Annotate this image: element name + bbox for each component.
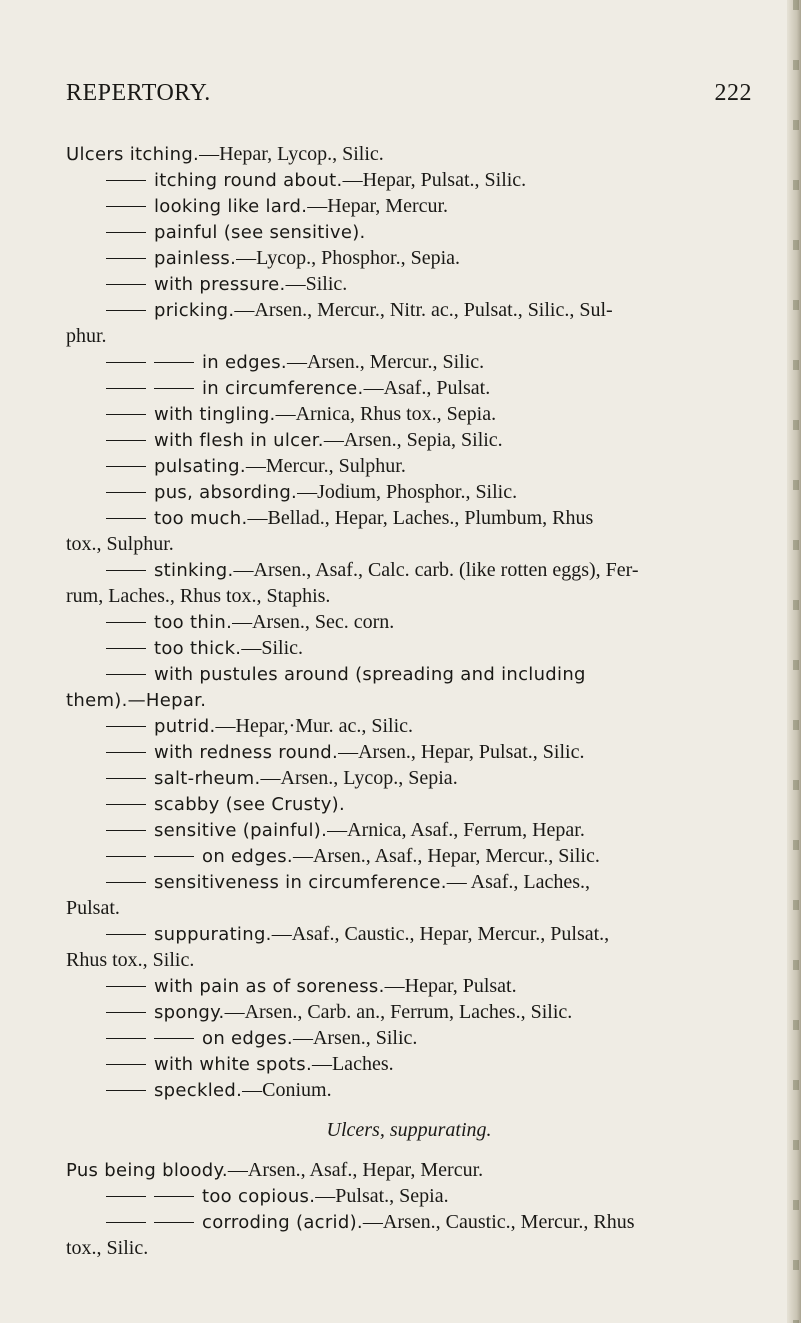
rule-dash [154, 856, 194, 857]
rule-dash [106, 492, 146, 493]
rule-dash [106, 1196, 146, 1197]
rule-dash [106, 440, 146, 441]
rule-dash [106, 934, 146, 935]
rule-dash [106, 726, 146, 727]
rule-dash [106, 778, 146, 779]
rule-dash [106, 1064, 146, 1065]
entry-line: too thick.—Silic. [66, 635, 752, 661]
entry-continuation: rum, Laches., Rhus tox., Staphis. [66, 585, 331, 607]
rule-dash [106, 830, 146, 831]
rule-dash [106, 674, 146, 675]
entry-line: with pustules around (spreading and including [66, 661, 752, 687]
rule-dash [106, 232, 146, 233]
rule-dash [106, 466, 146, 467]
entry-line: spongy.—Arsen., Carb. an., Ferrum, Laches., Silic. [66, 999, 752, 1025]
entry-line: too copious.—Pulsat., Sepia. [66, 1183, 752, 1209]
entry-line: corroding (acrid).—Arsen., Caustic., Mercur., Rhus [66, 1209, 752, 1235]
entry-continuation: tox., Silic. [66, 1237, 149, 1259]
entry-line: on edges.—Arsen., Silic. [66, 1025, 752, 1051]
rule-dash [154, 388, 194, 389]
entry-line: with white spots.—Laches. [66, 1051, 752, 1077]
entry-line: putrid.—Hepar,·Mur. ac., Silic. [66, 713, 752, 739]
rule-dash [106, 622, 146, 623]
rule-dash [106, 856, 146, 857]
rule-dash [106, 1222, 146, 1223]
entry-continuation: Pulsat. [66, 897, 120, 919]
entry-line: stinking.—Arsen., Asaf., Calc. carb. (like rotten eggs), Fer- [66, 557, 752, 583]
header-title: REPERTORY. [66, 80, 211, 106]
entry-line: with tingling.—Arnica, Rhus tox., Sepia. [66, 401, 752, 427]
entry-line: on edges.—Arsen., Asaf., Hepar, Mercur., Silic. [66, 843, 752, 869]
rule-dash [106, 648, 146, 649]
rule-dash [106, 180, 146, 181]
entry-line: Pus being bloody.—Arsen., Asaf., Hepar, Mercur. [66, 1159, 484, 1181]
entry-line: sensitiveness in circumference.— Asaf., Laches., [66, 869, 752, 895]
entry-line: salt-rheum.—Arsen., Lycop., Sepia. [66, 765, 752, 791]
rule-dash [106, 986, 146, 987]
entry-line: with pain as of soreness.—Hepar, Pulsat. [66, 973, 752, 999]
rule-dash [154, 1222, 194, 1223]
entry-line: with pressure.—Silic. [66, 271, 752, 297]
rule-dash [106, 752, 146, 753]
entry-line: too thin.—Arsen., Sec. corn. [66, 609, 752, 635]
rule-dash [106, 258, 146, 259]
entry-line: pulsating.—Mercur., Sulphur. [66, 453, 752, 479]
entry-continuation: phur. [66, 325, 107, 347]
rule-dash [106, 570, 146, 571]
rule-dash [154, 1196, 194, 1197]
rule-dash [106, 1090, 146, 1091]
repertory-body [66, 141, 752, 1261]
entry-line: sensitive (painful).—Arnica, Asaf., Ferrum, Hepar. [66, 817, 752, 843]
rule-dash [154, 1038, 194, 1039]
rule-dash [106, 310, 146, 311]
entry-line: painless.—Lycop., Phosphor., Sepia. [66, 245, 752, 271]
entry-line: suppurating.—Asaf., Caustic., Hepar, Mercur., Pulsat., [66, 921, 752, 947]
entry-line: in circumference.—Asaf., Pulsat. [66, 375, 752, 401]
rule-dash [106, 414, 146, 415]
rule-dash [154, 362, 194, 363]
entry-continuation: them).—Hepar. [66, 690, 207, 711]
entry-continuation: tox., Sulphur. [66, 533, 174, 555]
entry-line: looking like lard.—Hepar, Mercur. [66, 193, 752, 219]
entry-line: itching round about.—Hepar, Pulsat., Silic. [66, 167, 752, 193]
entry-continuation: Rhus tox., Silic. [66, 949, 195, 971]
rule-dash [106, 388, 146, 389]
rule-dash [106, 284, 146, 285]
rule-dash [106, 518, 146, 519]
section-title: Ulcers, suppurating. [326, 1119, 492, 1141]
entry-line: with redness round.—Arsen., Hepar, Pulsat., Silic. [66, 739, 752, 765]
entry-line: with flesh in ulcer.—Arsen., Sepia, Silic. [66, 427, 752, 453]
entry-line: pricking.—Arsen., Mercur., Nitr. ac., Pulsat., Silic., Sul- [66, 297, 752, 323]
rule-dash [106, 1012, 146, 1013]
rule-dash [106, 206, 146, 207]
rule-dash [106, 1038, 146, 1039]
entry-line: Ulcers itching.—Hepar, Lycop., Silic. [66, 143, 384, 165]
entry-line: painful (see sensitive). [66, 219, 752, 245]
entry-line: too much.—Bellad., Hepar, Laches., Plumbum, Rhus [66, 505, 752, 531]
entry-line: scabby (see Crusty). [66, 791, 752, 817]
rule-dash [106, 804, 146, 805]
running-header [66, 80, 752, 110]
entry-line: speckled.—Conium. [66, 1077, 752, 1103]
page-edge-marks [793, 0, 799, 1323]
page-number: 222 [714, 80, 752, 106]
rule-dash [106, 362, 146, 363]
entry-line: pus, absording.—Jodium, Phosphor., Silic. [66, 479, 752, 505]
rule-dash [106, 882, 146, 883]
entry-line: in edges.—Arsen., Mercur., Silic. [66, 349, 752, 375]
